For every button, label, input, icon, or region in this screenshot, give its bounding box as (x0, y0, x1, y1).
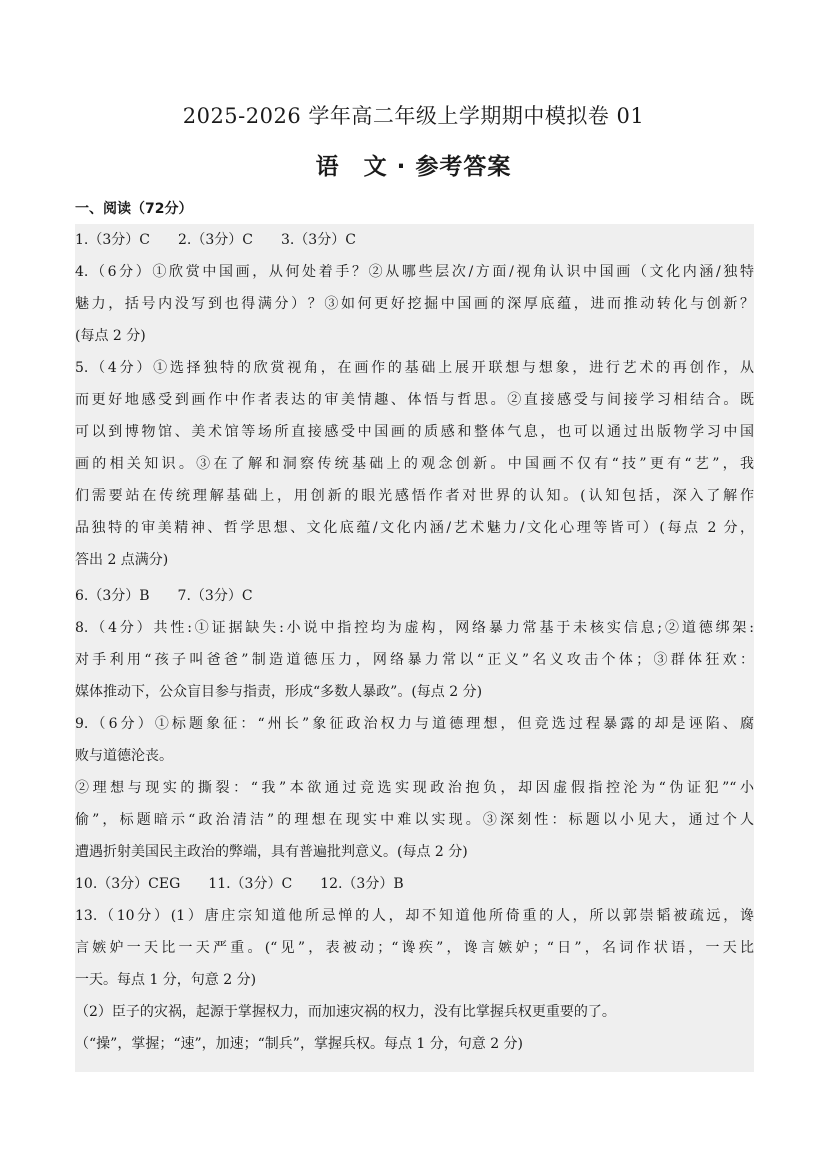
answer-line: 对手利用“孩子叫爸爸”制造道德压力，网络暴力常以“正义”名义攻击个体；③群体狂欢： (75, 652, 754, 668)
answer-line: 8.（4分）共性:①证据缺失:小说中指控均为虚构，网络暴力常基于未核实信息;②道德绑架: (75, 620, 754, 636)
answer-q9 (75, 708, 754, 868)
section-heading: 一、阅读（72分） (75, 201, 193, 217)
answer-line: 答出 2 点满分) (75, 552, 169, 568)
answer-line: 败与道德沦丧。 (75, 748, 173, 764)
document-title: 2025-2026 学年高二年级上学期期中模拟卷 01 (182, 104, 645, 128)
answer-line: 言嫉妒一天比一天严重。(“见”，表被动；“谗疾”，谗言嫉妒；“日”，名词作状语，一天比 (75, 940, 754, 956)
document-subtitle: 语 文 · 参考答案 (315, 154, 512, 180)
answer-content (75, 224, 754, 1072)
answer-q10-12 (75, 868, 754, 900)
answer-line: 10.（3分）CEG 11.（3分）C 12.（3分）B (75, 876, 404, 892)
answer-q8 (75, 612, 754, 708)
answer-line: 们需要站在传统理解基础上，用创新的眼光感悟作者对世界的认知。(认知包括，深入了解作 (75, 488, 754, 504)
answer-line: 6.（3分）B 7.（3分）C (75, 588, 253, 604)
answer-line: 遭遇折射美国民主政治的弊端，具有普遍批判意义。(每点 2 分) (75, 844, 468, 860)
answer-q5 (75, 352, 754, 576)
answer-q4 (75, 256, 754, 352)
answer-line: 一天。每点 1 分，句意 2 分) (75, 972, 257, 988)
answer-line: 画的相关知识。③在了解和洞察传统基础上的观念创新。中国画不仅有“技”更有“艺”，我 (75, 456, 754, 472)
answer-line: 而更好地感受到画作中作者表达的审美情趣、体悟与哲思。②直接感受与间接学习相结合。既 (75, 392, 754, 408)
answer-line: 9.（6分）①标题象征：“州长”象征政治权力与道德理想，但竞选过程暴露的却是诬陷、腐 (75, 716, 754, 732)
answer-line: 5.（4分）①选择独特的欣赏视角，在画作的基础上展开联想与想象，进行艺术的再创作，从 (75, 360, 754, 376)
answer-line: 魅力，括号内没写到也得满分）？③如何更好挖掘中国画的深厚底蕴，进而推动转化与创新？ (75, 296, 754, 312)
answer-line: (每点 2 分) (75, 328, 146, 344)
answer-q13 (75, 900, 754, 1060)
answer-line: 1.（3分）C 2.（3分）C 3.（3分）C (75, 232, 356, 248)
answer-line: （2）臣子的灾祸，起源于掌握权力，而加速灾祸的权力，没有比掌握兵权更重要的了。 (75, 1004, 616, 1020)
answer-line: 品独特的审美精神、哲学思想、文化底蕴/文化内涵/艺术魅力/文化心理等皆可）(每点 2 分， (75, 520, 754, 536)
answer-line: 13.（10分）(1）唐庄宗知道他所忌惮的人，却不知道他所倚重的人，所以郭崇韬被疏远，谗 (75, 908, 754, 924)
answer-line: ②理想与现实的撕裂：“我”本欲通过竞选实现政治抱负，却因虚假指控沦为“伪证犯”“小 (75, 780, 754, 796)
answer-line: 偷”，标题暗示“政治清洁”的理想在现实中难以实现。③深刻性：标题以小见大，通过个人 (75, 812, 754, 828)
answer-line: （“操”，掌握；“速”，加速；“制兵”，掌握兵权。每点 1 分，句意 2 分) (75, 1036, 524, 1052)
answer-line: 可以到博物馆、美术馆等场所直接感受中国画的质感和整体气息，也可以通过出版物学习中国 (75, 424, 754, 440)
answer-q6-7 (75, 580, 754, 612)
answer-line: 4.（6分）①欣赏中国画，从何处着手？②从哪些层次/方面/视角认识中国画（文化内涵/独特 (75, 264, 754, 280)
answer-line: 媒体推动下，公众盲目参与指责，形成“多数人暴政”。(每点 2 分) (75, 684, 483, 700)
answer-q1-3 (75, 224, 754, 256)
